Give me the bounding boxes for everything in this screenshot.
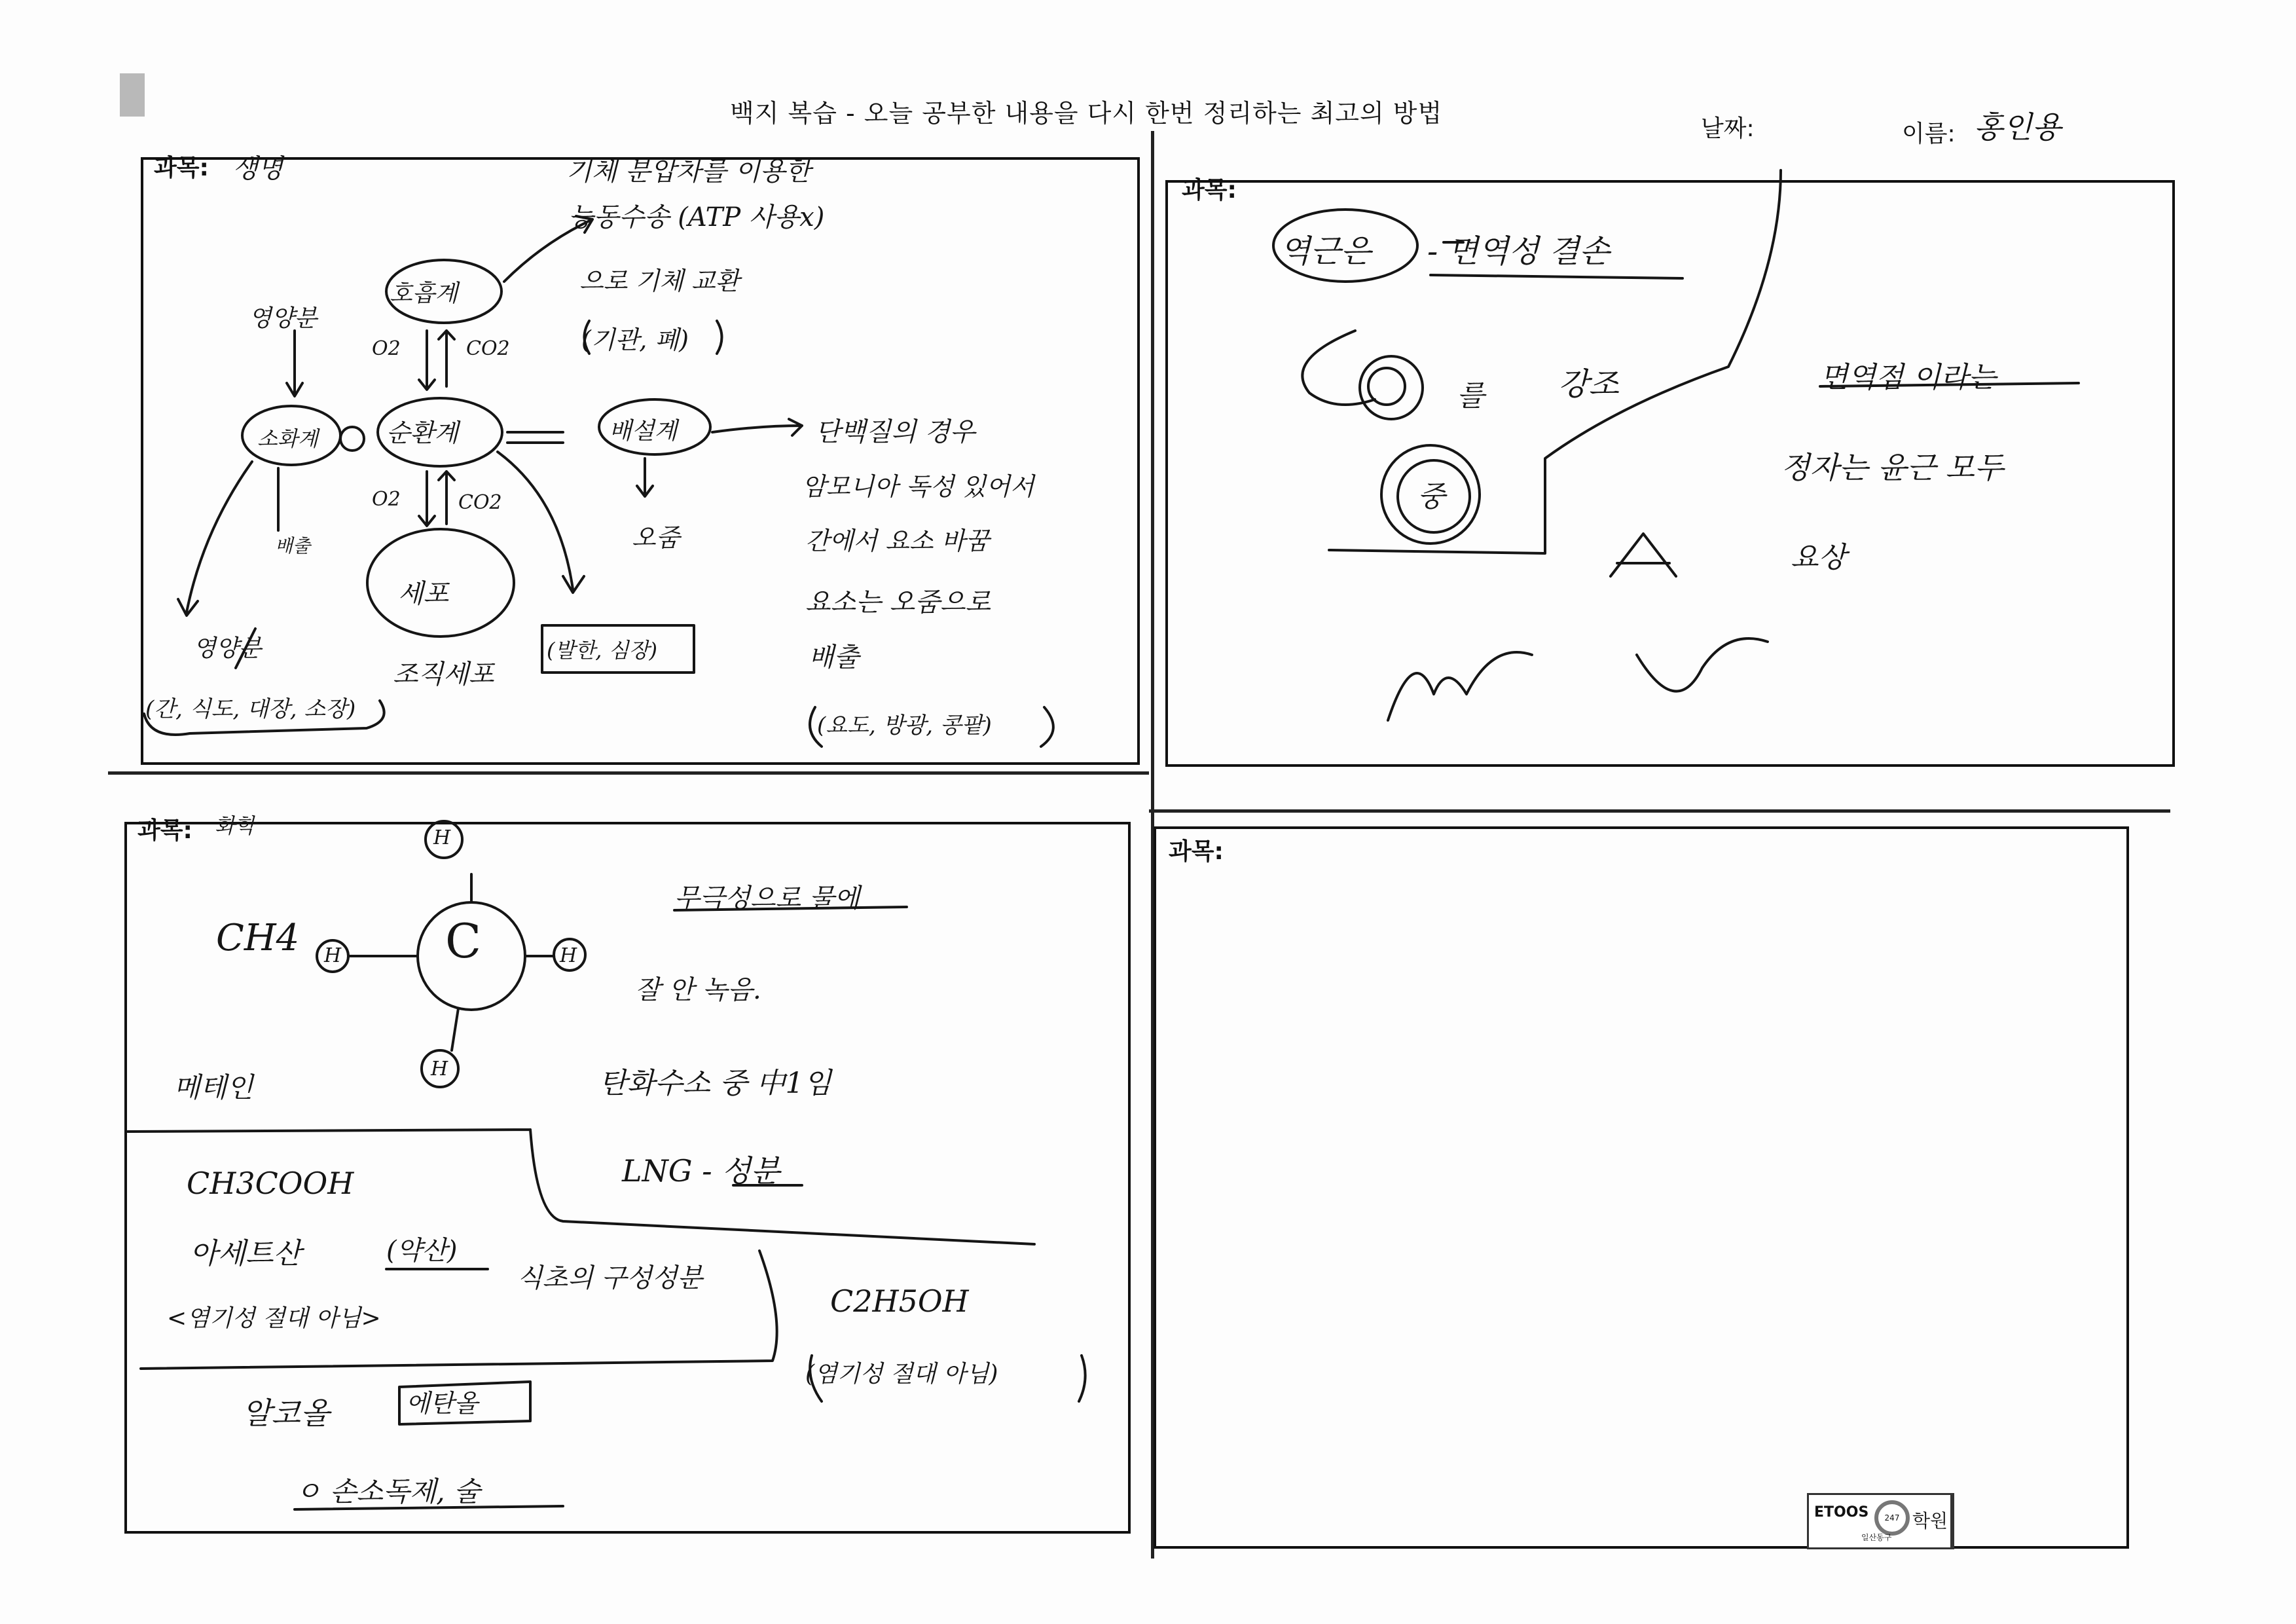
panel-1-subject-value: 생명 — [232, 154, 283, 184]
name-alcohol: 알코올 — [242, 1395, 330, 1431]
arrow-circ-to-outflow — [498, 452, 584, 593]
paren-ethanol — [810, 1356, 1085, 1401]
label-co2-bottom: CO2 — [458, 491, 502, 514]
oval-excretory — [599, 399, 710, 454]
oval-circulatory — [378, 398, 502, 466]
name-acetic-acid: 아세트산 — [190, 1237, 302, 1270]
note-gas-pressure: 기체 분압차를 이용한 — [566, 157, 811, 187]
node-junction — [340, 427, 364, 451]
underline-sanitizer — [295, 1506, 563, 1509]
note-panel2-f: 정자는 윤근 모두 — [1781, 450, 2004, 485]
hydrogen-bottom-circle — [422, 1050, 458, 1087]
arrow-nutrient-down — [287, 331, 302, 396]
underline-panel2 — [1430, 275, 1683, 278]
hydrogen-bottom: H — [431, 1058, 448, 1080]
carbon-circle — [418, 902, 525, 1010]
formula-ethanol: C2H5OH — [830, 1283, 969, 1319]
label-co2-top: CO2 — [466, 337, 510, 360]
oval-panel2-header — [1273, 210, 1417, 282]
circle-nucleus-b — [1368, 368, 1405, 405]
oval-cell — [367, 529, 514, 637]
node-circulatory: 순환계 — [386, 418, 459, 447]
underline-nonpolar — [674, 907, 907, 910]
note-urinary-organs: (요도, 방광, 콩팥) — [817, 712, 992, 739]
panel-3-subject-value: 화학 — [215, 813, 255, 838]
note-gas-exchange: 으로 기체 교환 — [579, 267, 740, 295]
hydrogen-right: H — [560, 944, 577, 967]
logo-word: 학원 — [1912, 1510, 1948, 1532]
note-hydrocarbon: 탄화수소 중 中1임 — [599, 1067, 831, 1100]
hydrogen-left-circle — [317, 940, 348, 972]
label-o2-top: O2 — [372, 337, 401, 360]
note-urea-urine: 요소는 오줌으로 — [805, 587, 991, 618]
underline-nutrients — [144, 701, 384, 735]
divider-methane-acetic — [128, 1130, 1034, 1244]
flow-line-panel2 — [1302, 331, 1375, 405]
arrow-respiratory-to-note — [504, 216, 592, 282]
arrows-o2-co2-top — [419, 331, 454, 390]
bracket-nutrients — [236, 629, 255, 668]
node-cell: 세포 — [398, 579, 449, 609]
arrow-digestive-down — [178, 462, 252, 616]
note-panel2-c: 를 — [1457, 379, 1485, 413]
note-ammonia: 암모니아 독성 있어서 — [802, 472, 1034, 501]
note-sanitizer: ㅇ 손소독제, 술 — [295, 1475, 481, 1507]
arrow-excretory-to-note — [712, 419, 802, 435]
name-ethanol: 에탄올 — [406, 1389, 479, 1418]
label-o2-bottom: O2 — [372, 488, 401, 511]
label-urine: 오줌 — [632, 523, 680, 552]
note-not-basic-1: <염기성 절대 아님> — [167, 1305, 381, 1332]
note-vinegar: 식초의 구성성분 — [517, 1263, 703, 1293]
page-title: 백지 복습 - 오늘 공부한 내용을 다시 한번 정리하는 최고의 방법 — [730, 99, 1443, 128]
panel-2-subject-label: 과목: — [1182, 177, 1237, 204]
panel-4-subject-label: 과목: — [1169, 838, 1224, 865]
note-nutrients-bottom: 영양분 — [193, 635, 262, 662]
note-insoluble: 잘 안 녹음. — [635, 975, 761, 1005]
note-lng: LNG - 성분 — [622, 1153, 780, 1189]
house-sketch — [1611, 534, 1676, 576]
label-excretion: 배출 — [275, 535, 311, 557]
logo-brand: ETOOS — [1814, 1504, 1869, 1521]
arrow-circ-excretory — [507, 432, 563, 443]
note-excrete: 배출 — [809, 642, 860, 673]
bracket-urinary — [810, 707, 1053, 747]
oval-respiratory — [386, 260, 501, 323]
note-sweat-heart: (발한, 심장) — [547, 638, 657, 663]
logo-badge: 247 — [1874, 1500, 1910, 1536]
hydrogen-left: H — [324, 944, 342, 967]
box-sweat-heart — [542, 625, 694, 673]
bonds — [348, 874, 554, 1050]
formula-methane: CH4 — [216, 917, 300, 959]
note-nutrients-top: 영양분 — [249, 305, 318, 332]
note-panel2-a: 역근은 — [1280, 233, 1372, 270]
circle-nucleus-d — [1398, 460, 1470, 532]
node-respiratory: 호흡계 — [390, 280, 458, 307]
carbon-atom: C — [445, 913, 482, 969]
note-panel2-e: 면역점 이라는 — [1820, 361, 1997, 394]
note-digestive-organs: (간, 식도, 대장, 소장) — [145, 696, 356, 722]
underline-panel2-right — [1820, 383, 2079, 386]
hydrogen-right-circle — [554, 939, 585, 970]
note-trachea-lung: (기관, 폐) — [581, 325, 689, 354]
note-panel2-h: 중 — [1417, 480, 1446, 513]
hydrogen-top-circle — [426, 821, 462, 858]
note-panel2-b: - 면역성 결손 — [1427, 233, 1610, 270]
squiggle-bottom-panel2 — [1388, 638, 1768, 720]
name-methane: 메테인 — [173, 1071, 253, 1103]
note-panel2-g: 요상 — [1791, 541, 1847, 574]
date-label: 날짜: — [1701, 115, 1755, 142]
arrow-excretory-down — [637, 458, 653, 496]
note-nonpolar: 무극성으로 물에 — [674, 883, 860, 913]
note-not-basic-2: (염기성 절대 아님) — [805, 1361, 998, 1388]
note-protein: 단백질의 경우 — [815, 417, 975, 447]
node-excretory: 배설계 — [609, 418, 678, 445]
hydrogen-top: H — [433, 826, 451, 849]
arrows-o2-co2-bottom — [419, 471, 454, 526]
name-label: 이름: — [1902, 120, 1956, 147]
note-weak-acid: (약산) — [386, 1236, 458, 1266]
label-tissue-cell: 조직세포 — [393, 659, 494, 690]
panel-1-subject-label: 과목: — [154, 155, 209, 181]
note-active-transport: 능동수송 (ATP 사용x) — [568, 202, 825, 232]
panel-3-subject-label: 과목: — [137, 817, 192, 844]
box-ethanol — [399, 1382, 530, 1424]
note-liver-urea: 간에서 요소 바꿈 — [805, 526, 990, 555]
oval-digestive — [242, 406, 340, 465]
node-digestive: 소화계 — [257, 426, 318, 451]
paren-gas-exchange — [585, 321, 722, 354]
formula-acetic-acid: CH3COOH — [187, 1166, 354, 1201]
name-value: 홍인용 — [1974, 109, 2062, 145]
note-panel2-d: 강조 — [1558, 366, 1619, 403]
logo-sub: 일산동구 — [1861, 1533, 1892, 1542]
